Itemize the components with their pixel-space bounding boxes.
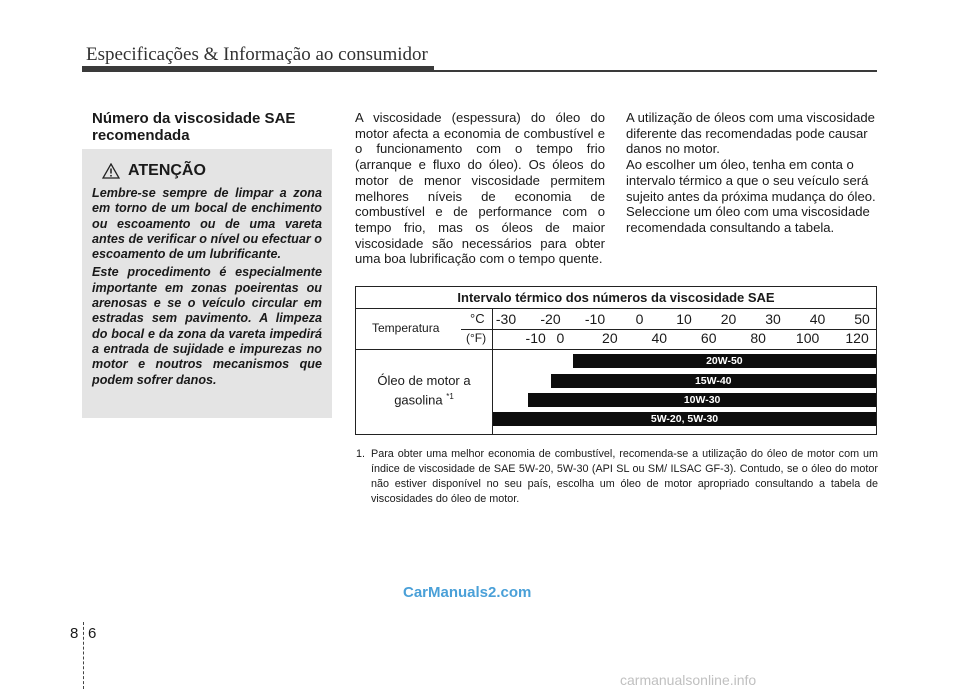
fahrenheit-tick-label: 0 xyxy=(556,330,565,346)
fahrenheit-tick-label: 60 xyxy=(700,330,717,346)
page-section-number: 8 xyxy=(70,625,79,642)
viscosity-chart xyxy=(355,286,877,435)
oil-grade-bar: 10W-30 xyxy=(528,393,876,407)
celsius-unit: °C xyxy=(470,311,485,326)
fahrenheit-tick-label: -10 xyxy=(525,330,546,346)
oil-grade-bar: 5W-20, 5W-30 xyxy=(493,412,876,426)
page-divider xyxy=(83,622,85,689)
oil-footnote-mark: *1 xyxy=(446,392,454,401)
celsius-tick-label: 50 xyxy=(854,311,870,327)
oil-label xyxy=(364,373,484,408)
celsius-tick-label: -20 xyxy=(540,311,561,327)
celsius-tick-label: 40 xyxy=(809,311,826,327)
celsius-tick-label: -30 xyxy=(495,311,517,327)
advice-paragraph: Seleccione um óleo com uma viscosidade recomendada consultando a tabela. xyxy=(626,204,870,235)
warning-paragraph: Lembre-se sempre de limpar a zona em torno de um bocal de enchimento ou escoamento ou de uma vareta antes de verificar o nível ou efectuar o escoamento de um lubrificante. xyxy=(92,186,322,262)
footnote xyxy=(356,447,878,507)
advice-paragraph: A utilização de óleos com uma viscosidade diferente das recomendadas pode causar danos no motor. xyxy=(626,110,875,157)
celsius-tick-label: 0 xyxy=(635,311,644,327)
celsius-tick-label: 10 xyxy=(676,311,692,327)
fahrenheit-unit: (°F) xyxy=(466,331,487,345)
page-number: 6 xyxy=(88,625,97,642)
fahrenheit-tick-label: 20 xyxy=(602,330,618,346)
fahrenheit-tick-label: 40 xyxy=(651,330,668,346)
footnote-text: Para obter uma melhor economia de combustível, recomenda-se a utilização do óleo de motor com um índice de viscosidade de SAE 5W-20, 5W-30 (API SL ou SM/ ILSAC GF-3). Contudo, se o óleo do motor não estiver disponível no seu país, escolha um óleo de motor apropriado consultando a tabela de viscosidades do óleo de motor. xyxy=(371,448,878,505)
oil-grade-bar: 20W-50 xyxy=(573,354,876,368)
chart-title: Intervalo térmico dos números da viscosidade SAE xyxy=(356,287,876,309)
celsius-tick-label: 30 xyxy=(765,311,781,327)
oil-label-text: Óleo de motor a gasolina xyxy=(377,373,471,408)
celsius-tick-label: 20 xyxy=(720,311,737,327)
fahrenheit-tick-label: 80 xyxy=(750,330,766,346)
celsius-tick-label: -10 xyxy=(584,311,606,327)
chart-divider-horizontal xyxy=(356,349,876,350)
watermark: CarManuals2.com xyxy=(403,584,532,601)
viscosity-description: A viscosidade (espessura) do óleo do motor afecta a economia de combustível e o funcionamento com o tempo frio (arranque e fluxo do óleo). Os óleos do motor de menor viscosidade permitem melhores níveis de economia de combustível e de performance com o tempo frio, mas os óleos de maior viscosidade são necessários para obter uma boa lubrificação com o tempo quente. xyxy=(355,110,605,267)
page-header-title: Especificações & Informação ao consumidor xyxy=(86,44,428,65)
header-rule-thin xyxy=(82,70,877,72)
advice-paragraph: Ao escolher um óleo, tenha em conta o intervalo térmico a que o seu veículo será sujeito antes da próxima mudança do óleo. xyxy=(626,157,876,204)
fahrenheit-tick-label: 100 xyxy=(795,330,820,346)
footnote-number: 1. xyxy=(356,448,366,460)
warning-box xyxy=(82,149,332,418)
warning-triangle-icon xyxy=(102,163,120,179)
warning-title: ATENÇÃO xyxy=(128,162,206,179)
temperature-label: Temperatura xyxy=(372,321,440,335)
warning-paragraph: Este procedimento é especialmente importante em zonas poeirentas ou arenosas e se o veículo circular em estradas sem pavimento. A limpeza do bocal e da zona da vareta impedirá a entrada de sujidade e impurezas no motor e noutros mecanismos que podem sofrer danos. xyxy=(92,265,322,387)
oil-selection-advice xyxy=(626,110,880,236)
fahrenheit-tick-label: 120 xyxy=(845,330,869,346)
footer-site-watermark: carmanualsonline.info xyxy=(620,672,757,688)
section-heading: Número da viscosidade SAE recomendada xyxy=(92,110,296,144)
oil-grade-bar: 15W-40 xyxy=(551,374,877,388)
warning-header xyxy=(102,159,322,183)
